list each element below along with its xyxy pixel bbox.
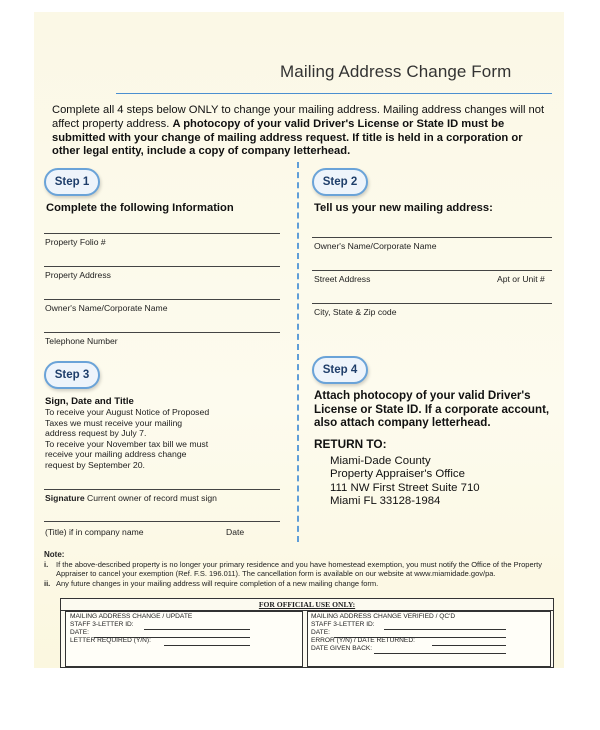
folio-line[interactable] <box>44 233 280 234</box>
official-right-staff-line[interactable] <box>384 629 506 630</box>
new-owner-label: Owner's Name/Corporate Name <box>314 241 437 251</box>
city-label: City, State & Zip code <box>314 307 397 317</box>
step-2-badge: Step 2 <box>312 168 368 196</box>
note-line: If the above-described property is no longer your primary residence and you have homestead exemption, you must notify the Office of the Property <box>56 559 542 569</box>
official-use-box <box>60 598 554 668</box>
official-right-header: MAILING ADDRESS CHANGE VERIFIED / QC'D <box>311 613 456 620</box>
official-date-label: DATE: <box>70 629 89 636</box>
step-1-heading: Complete the following Information <box>46 202 234 214</box>
apt-label: Apt or Unit # <box>497 274 545 284</box>
owner-name-label: Owner's Name/Corporate Name <box>45 303 168 313</box>
signature-line[interactable] <box>44 489 280 490</box>
official-right-staff-label: STAFF 3-LETTER ID: <box>311 621 375 628</box>
new-owner-line[interactable] <box>312 237 552 238</box>
step-4-heading-line: License or State ID. If a corporate account, <box>314 402 550 416</box>
step-1-badge: Step 1 <box>44 168 100 196</box>
step-3-badge: Step 3 <box>44 361 100 389</box>
return-address <box>330 455 480 509</box>
step-3-deadlines <box>45 407 285 471</box>
title-date-line[interactable] <box>44 521 280 522</box>
official-error-label: ERROR (Y/N) / DATE RETURNED: <box>311 637 415 644</box>
intro-bold: A photocopy of your valid Driver's License or State ID must be submitted with your change of mailing address request. If title is held in a corporation or other legal entity, include a copy of company letterhead. <box>52 117 523 158</box>
return-to-heading: RETURN TO: <box>314 437 387 451</box>
signature-label <box>45 493 217 503</box>
note-line: Any future changes in your mailing address will require completion of a new mailing change form. <box>56 578 379 588</box>
official-error-line[interactable] <box>432 645 506 646</box>
telephone-label: Telephone Number <box>45 336 118 346</box>
note-label: ii. <box>44 578 51 588</box>
date-label: Date <box>226 527 245 537</box>
title-label: (Title) if in company name <box>45 527 144 537</box>
step-3-heading: Sign, Date and Title <box>45 396 134 407</box>
step-4-heading-line: Attach photocopy of your valid Driver's <box>314 389 531 402</box>
notes-title: Note: <box>44 550 65 559</box>
form-title: Mailing Address Change Form <box>280 62 512 81</box>
official-letter-label: LETTER REQUIRED (Y/N): <box>70 637 151 644</box>
official-given-back-line[interactable] <box>374 653 506 654</box>
property-address-label: Property Address <box>45 270 111 280</box>
official-right-date-label: DATE: <box>311 629 330 636</box>
official-left-panel <box>65 611 303 667</box>
note-item <box>44 560 564 579</box>
step-2-heading: Tell us your new mailing address: <box>314 202 493 214</box>
deadline-line: To receive your November tax bill we must <box>45 438 209 449</box>
intro-normal: Complete all 4 steps below ONLY to change your mailing address. Mailing address changes will not affect property address. <box>52 104 545 130</box>
owner-name-line[interactable] <box>44 299 280 300</box>
property-address-line[interactable] <box>44 266 280 267</box>
note-line: Appraiser to cancel your exemption (Ref. F.S. 196.011). The cancellation form is available on our website at www.miamidade.gov/pa. <box>56 569 496 579</box>
address-line: Property Appraiser's Office <box>330 468 465 481</box>
notes-section <box>44 550 564 588</box>
official-staff-id-line[interactable] <box>144 629 250 630</box>
address-line: Miami FL 33128-1984 <box>330 495 441 508</box>
address-line: 111 NW First Street Suite 710 <box>330 481 480 494</box>
deadline-line: Taxes we must receive your mailing <box>45 417 183 428</box>
step-4-heading-line: also attach company letterhead. <box>314 416 491 429</box>
street-line[interactable] <box>312 270 552 271</box>
telephone-line[interactable] <box>44 332 280 333</box>
step-4-badge: Step 4 <box>312 356 368 384</box>
official-staff-id-label: STAFF 3-LETTER ID: <box>70 621 134 628</box>
deadline-line: To receive your August Notice of Proposed <box>45 407 210 417</box>
note-item <box>44 579 564 589</box>
intro-paragraph <box>52 104 552 159</box>
official-given-back-label: DATE GIVEN BACK: <box>311 645 373 652</box>
step-4-heading <box>314 389 559 430</box>
official-use-title: FOR OFFICIAL USE ONLY: <box>258 600 356 609</box>
official-left-header: MAILING ADDRESS CHANGE / UPDATE <box>70 613 193 620</box>
title-underline <box>116 93 552 94</box>
address-line: Miami-Dade County <box>330 455 431 467</box>
signature-bold: Signature <box>45 493 85 503</box>
city-line[interactable] <box>312 303 552 304</box>
signature-rest: Current owner of record must sign <box>87 493 217 503</box>
column-divider <box>297 162 299 542</box>
deadline-line: receive your mailing address change <box>45 449 187 460</box>
deadline-line: address request by July 7. <box>45 428 147 439</box>
official-letter-line[interactable] <box>164 645 250 646</box>
folio-label: Property Folio # <box>45 237 106 247</box>
note-label: i. <box>44 559 49 569</box>
street-label: Street Address <box>314 274 371 284</box>
deadline-line: request by September 20. <box>45 459 145 470</box>
official-right-panel <box>307 611 551 667</box>
